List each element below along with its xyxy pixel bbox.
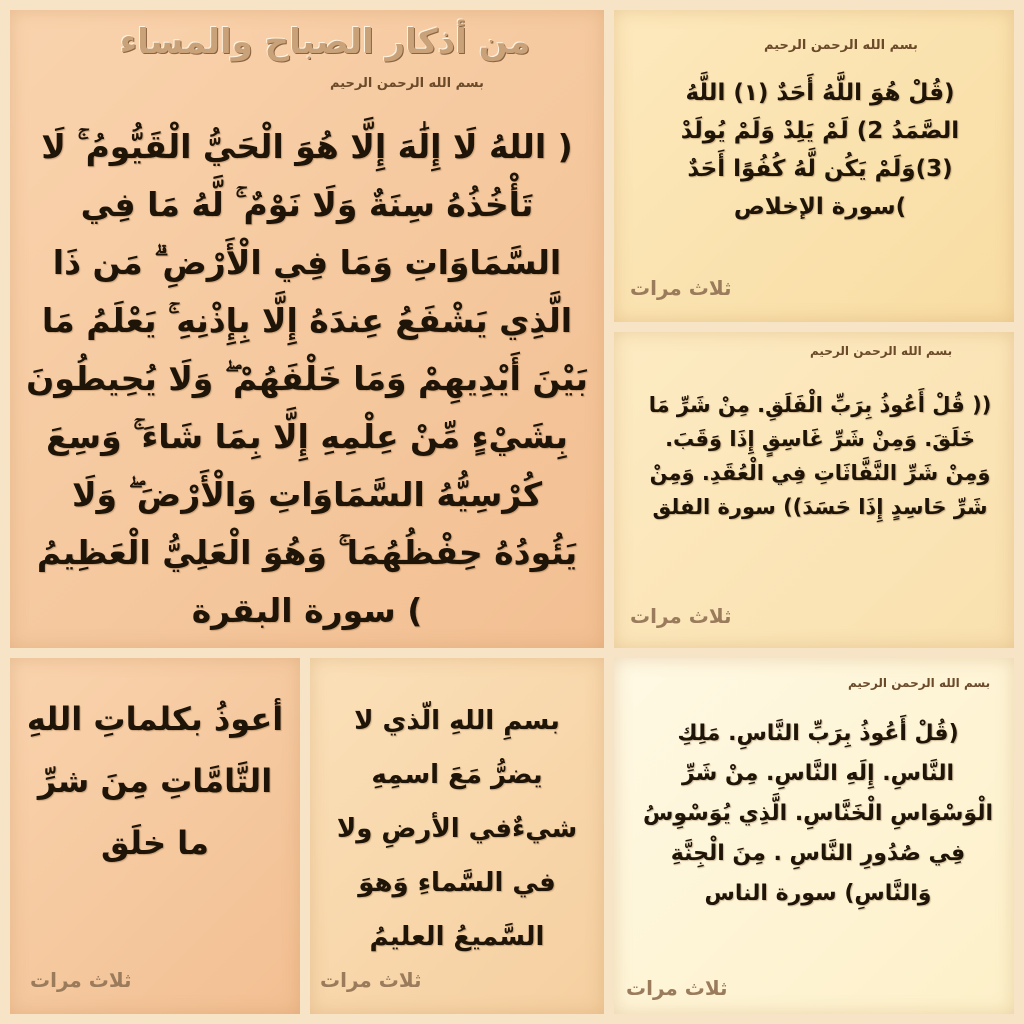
panel-falaq-repeat: ثلاث مرات: [630, 604, 732, 628]
panel-ayat-kursi-basmala: بسم الله الرحمن الرحيم: [330, 76, 484, 91]
panel-audhu-repeat: ثلاث مرات: [30, 968, 132, 992]
ayat-kursi-text: ( اللهُ لَا إِلَٰهَ إِلَّا هُوَ الْحَيُّ الْقَيُّومُ ۚ لَا تَأْخُذُهُ سِنَةٌ وَلَا نَوْمٌ ۚ لَّهُ مَا فِي السَّمَاوَاتِ وَمَا فِي الْأَرْضِ ۗ مَن ذَا الَّذِي يَشْفَعُ عِندَهُ إِلَّا بِإِذْنِهِ ۚ يَعْلَمُ مَا بَيْنَ أَيْدِيهِمْ وَمَا خَلْفَهُمْ ۖ وَلَا يُحِيطُونَ بِشَيْءٍ مِّنْ عِلْمِهِ إِلَّا بِمَا شَاءَ ۚ وَسِعَ كُرْسِيُّهُ السَّمَاوَاتِ وَالْأَرْضَ ۖ وَلَا يَئُودُهُ حِفْظُهُمَا ۚ وَهُوَ الْعَلِيُّ الْعَظِيمُ ) سورة البقرة: [26, 127, 588, 630]
panel-ikhlas-repeat: ثلاث مرات: [630, 276, 732, 300]
panel-nas-basmala: بسم الله الرحمن الرحيم: [848, 676, 991, 690]
ikhlas-text: (قُلْ هُوَ اللَّهُ أَحَدٌ (١) اللَّهُ الصَّمَدُ 2) لَمْ يَلِدْ وَلَمْ يُولَدْ (3)وَلَمْ يَكُن لَّهُ كُفُوًا أَحَدٌ )سورة الإخلاص: [680, 80, 960, 220]
audhu-text: أعوذُ بكلماتِ اللهِ التَّامَّاتِ مِنَ شرِّ ما خلَق: [26, 700, 284, 862]
falaq-text: (( قُلْ أَعُوذُ بِرَبِّ الْفَلَقِ. مِنْ شَرِّ مَا خَلَقَ. وَمِنْ شَرِّ غَاسِقٍ إِذَا وَقَبَ. وَمِنْ شَرِّ النَّفَّاثَاتِ فِي الْعُقَدِ. وَمِنْ شَرِّ حَاسِدٍ إِذَا حَسَدَ)) سورة الفلق: [648, 393, 992, 519]
nas-text: (قُلْ أَعُوذُ بِرَبِّ النَّاسِ. مَلِكِ النَّاسِ. إِلَهِ النَّاسِ. مِنْ شَرِّ الْوَسْوَاسِ الْخَنَّاسِ. الَّذِي يُوَسْوِسُ فِي صُدُورِ النَّاسِ . مِنَ الْجِنَّةِ وَالنَّاسِ) سورة الناس: [642, 721, 994, 906]
panel-nas-repeat: ثلاث مرات: [626, 976, 728, 1000]
panel-bismillah: [310, 658, 604, 1014]
panel-bismillah-repeat: ثلاث مرات: [320, 968, 422, 992]
panel-falaq-basmala: بسم الله الرحمن الرحيم: [810, 344, 953, 358]
page-title: من أذكار الصباح والمساء: [119, 22, 531, 62]
panel-ikhlas-basmala: بسم الله الرحمن الرحيم: [764, 38, 918, 53]
panel-falaq: [614, 332, 1014, 648]
panel-nas: [614, 658, 1014, 1014]
panel-ayat-kursi: [10, 10, 604, 648]
bismillah-text: بسمِ اللهِ الّذي لا يضرُّ مَعَ اسمِهِ شيءٌفي الأرضِ ولا في السَّماءِ وَهوَ السَّميعُ العليمُ: [336, 706, 578, 952]
panel-ikhlas: [614, 10, 1014, 322]
panel-audhu: [10, 658, 300, 1014]
